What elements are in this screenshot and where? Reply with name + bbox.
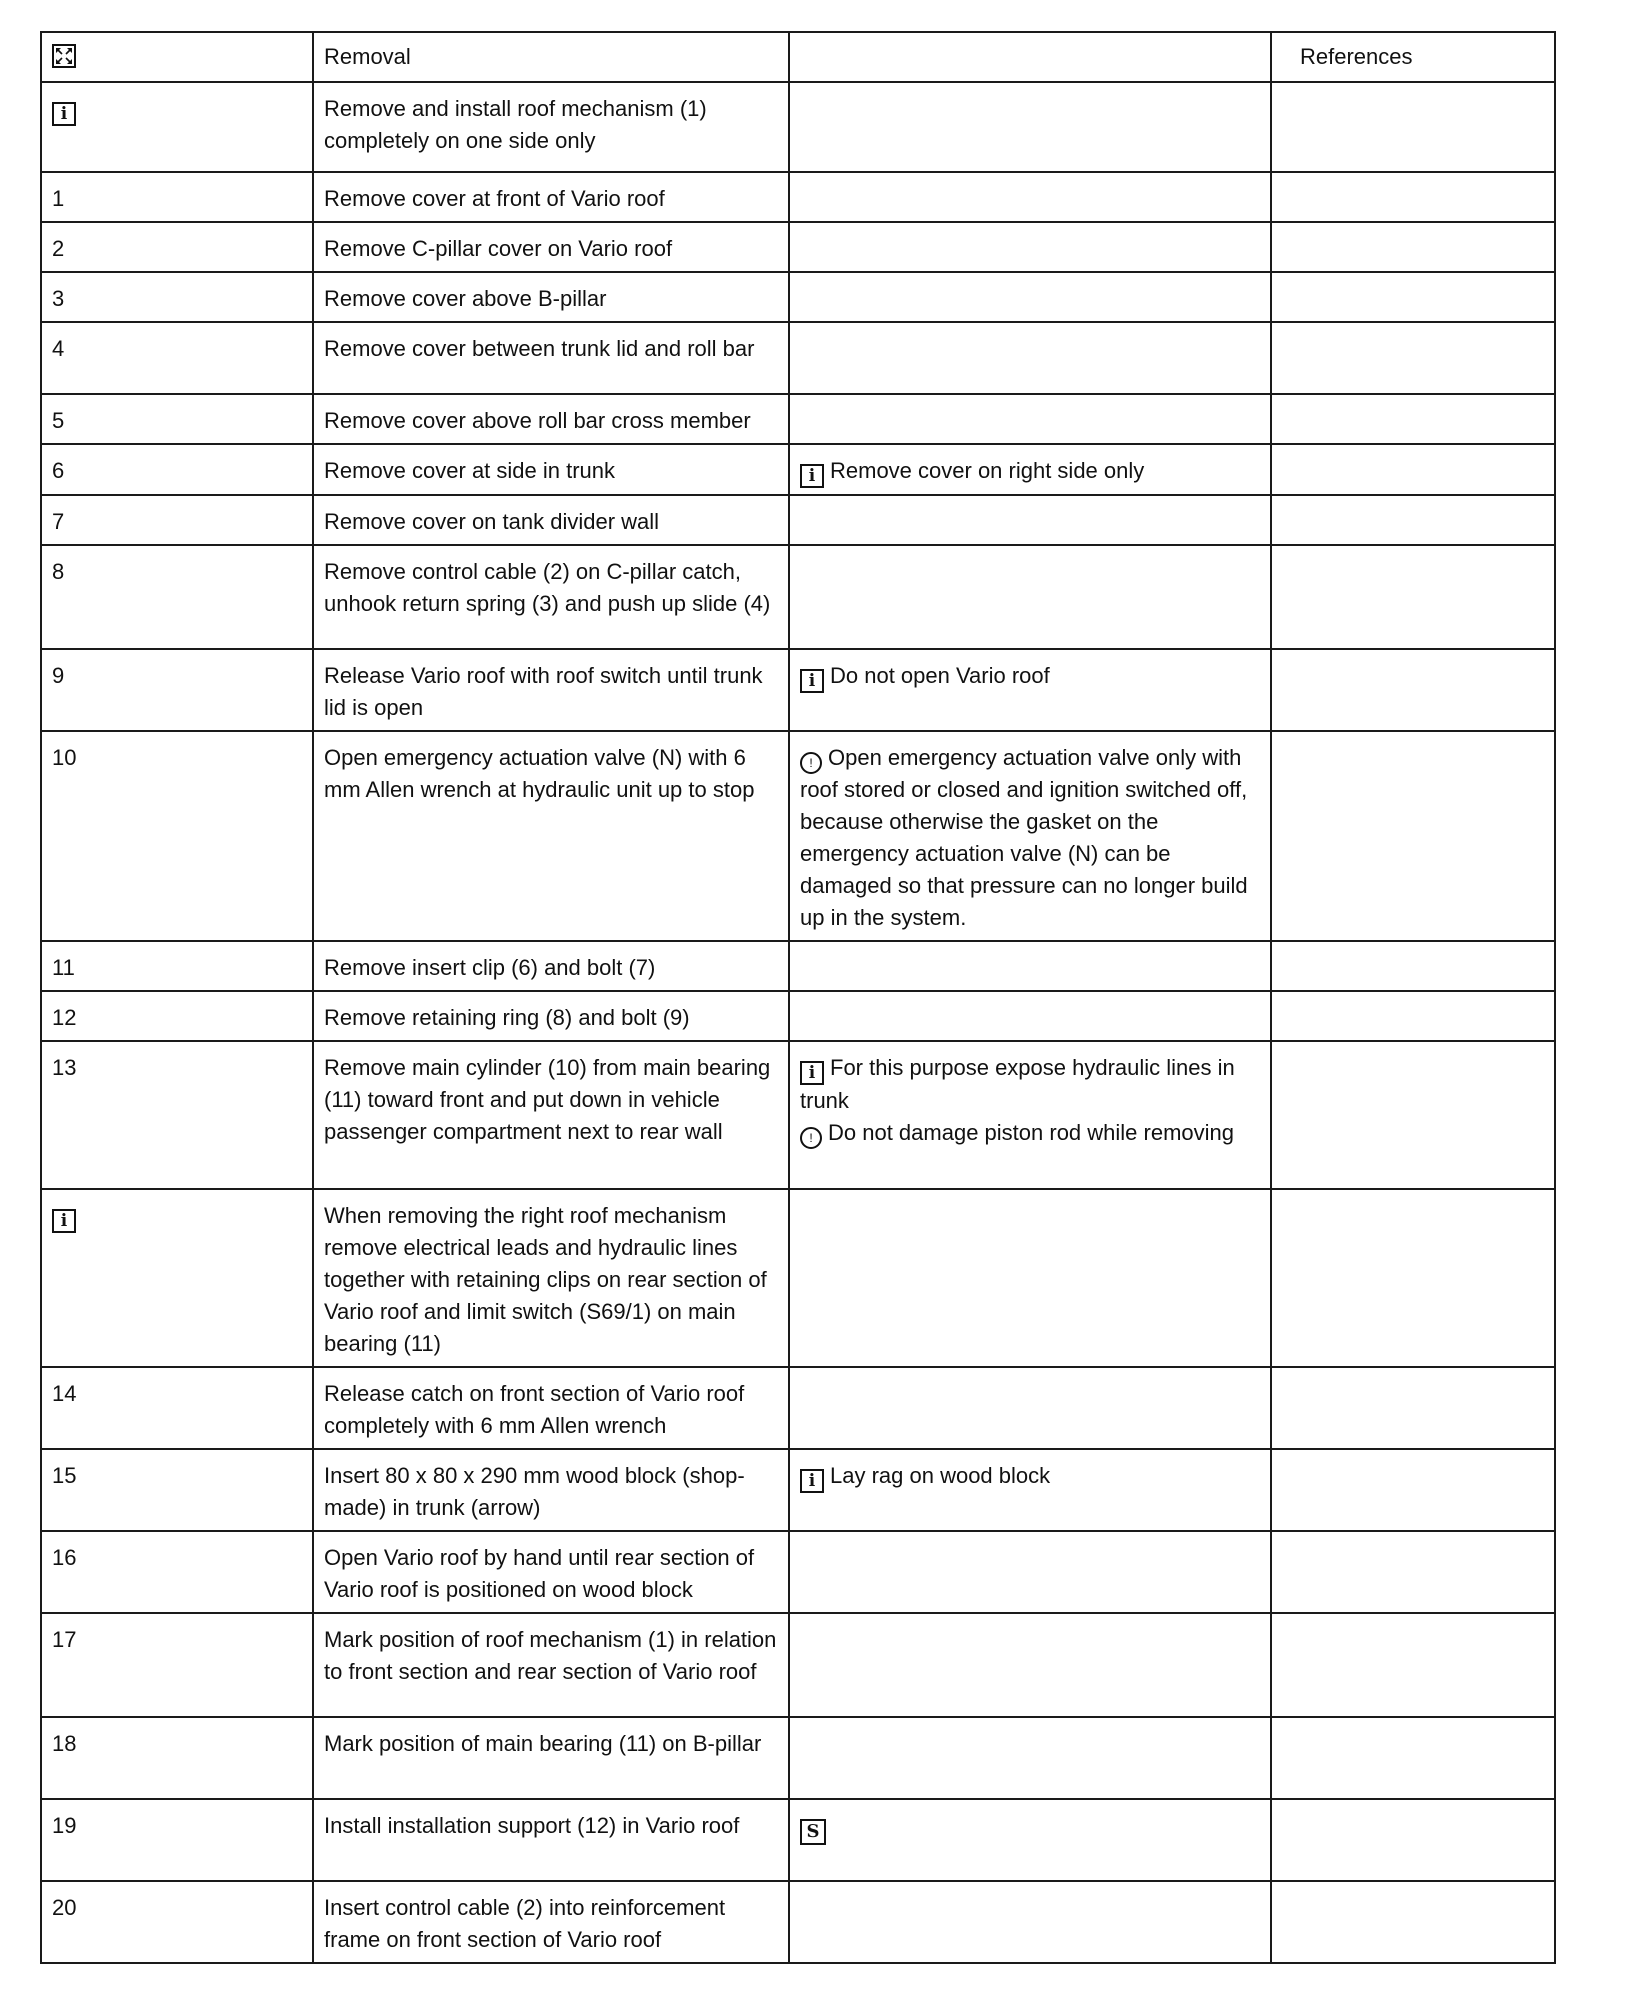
step-cell bbox=[41, 1799, 313, 1881]
action-text: Open emergency actuation valve (N) with 6 mm Allen wrench at hydraulic unit up to stop bbox=[324, 745, 755, 802]
special-tool-icon: S bbox=[800, 1819, 826, 1845]
note-cell bbox=[789, 82, 1271, 172]
caution-icon: ! bbox=[800, 752, 822, 774]
references-cell bbox=[1271, 545, 1555, 649]
step-cell bbox=[41, 82, 313, 172]
action-text: Mark position of roof mechanism (1) in relation to front section and rear section of Vario roof bbox=[324, 1627, 777, 1684]
header-icon-cell bbox=[41, 32, 313, 82]
references-cell bbox=[1271, 731, 1555, 941]
info-icon: i bbox=[800, 1061, 824, 1085]
table-row bbox=[41, 495, 1555, 545]
action-cell bbox=[313, 1367, 789, 1449]
action-cell bbox=[313, 322, 789, 394]
action-text: Mark position of main bearing (11) on B-pillar bbox=[324, 1731, 762, 1756]
table-row bbox=[41, 1799, 1555, 1881]
note-item bbox=[800, 455, 1260, 488]
step-number: 14 bbox=[52, 1381, 77, 1406]
table-row bbox=[41, 731, 1555, 941]
action-cell bbox=[313, 495, 789, 545]
step-number: 2 bbox=[52, 236, 65, 261]
action-text: Install installation support (12) in Vario roof bbox=[324, 1813, 740, 1838]
action-text: Remove cover on tank divider wall bbox=[324, 509, 660, 534]
step-number: 13 bbox=[52, 1055, 77, 1080]
action-cell bbox=[313, 1189, 789, 1367]
note-text: Do not damage piston rod while removing bbox=[828, 1120, 1235, 1145]
step-cell bbox=[41, 1449, 313, 1531]
step-cell bbox=[41, 495, 313, 545]
action-cell bbox=[313, 172, 789, 222]
step-number: 10 bbox=[52, 745, 77, 770]
table-row bbox=[41, 1717, 1555, 1799]
step-cell bbox=[41, 222, 313, 272]
table-row bbox=[41, 1449, 1555, 1531]
header-removal: Removal bbox=[313, 32, 789, 82]
references-cell bbox=[1271, 1881, 1555, 1963]
step-number: 16 bbox=[52, 1545, 77, 1570]
note-cell bbox=[789, 394, 1271, 444]
table-row bbox=[41, 649, 1555, 731]
info-icon: i bbox=[800, 464, 824, 488]
references-cell bbox=[1271, 394, 1555, 444]
action-cell bbox=[313, 1717, 789, 1799]
note-cell bbox=[789, 1881, 1271, 1963]
table-row bbox=[41, 941, 1555, 991]
step-cell bbox=[41, 394, 313, 444]
table-row bbox=[41, 1881, 1555, 1963]
expand-arrows-icon bbox=[52, 44, 76, 68]
action-cell bbox=[313, 941, 789, 991]
step-cell bbox=[41, 991, 313, 1041]
step-cell bbox=[41, 731, 313, 941]
action-cell bbox=[313, 991, 789, 1041]
step-number: 6 bbox=[52, 458, 65, 483]
action-cell bbox=[313, 1613, 789, 1717]
note-cell bbox=[789, 1799, 1271, 1881]
step-cell bbox=[41, 545, 313, 649]
note-item bbox=[800, 1810, 1260, 1845]
action-text: Remove main cylinder (10) from main bearing (11) toward front and put down in vehicle passenger compartment next to rear wall bbox=[324, 1055, 771, 1144]
references-cell bbox=[1271, 1531, 1555, 1613]
references-cell bbox=[1271, 1717, 1555, 1799]
table-row bbox=[41, 1041, 1555, 1189]
step-cell bbox=[41, 1531, 313, 1613]
info-icon: i bbox=[52, 1209, 76, 1233]
note-cell bbox=[789, 1717, 1271, 1799]
table-row bbox=[41, 82, 1555, 172]
step-cell bbox=[41, 649, 313, 731]
references-cell bbox=[1271, 1367, 1555, 1449]
table-row bbox=[41, 272, 1555, 322]
table-row bbox=[41, 1367, 1555, 1449]
table-body bbox=[41, 82, 1555, 1963]
action-text: Remove cover between trunk lid and roll bar bbox=[324, 336, 755, 361]
step-cell bbox=[41, 1367, 313, 1449]
references-cell bbox=[1271, 649, 1555, 731]
step-number: 1 bbox=[52, 186, 65, 211]
references-cell bbox=[1271, 941, 1555, 991]
step-number: 15 bbox=[52, 1463, 77, 1488]
note-cell bbox=[789, 991, 1271, 1041]
action-text: Insert 80 x 80 x 290 mm wood block (shop-made) in trunk (arrow) bbox=[324, 1463, 745, 1520]
action-cell bbox=[313, 649, 789, 731]
references-cell bbox=[1271, 444, 1555, 495]
note-cell bbox=[789, 1189, 1271, 1367]
action-cell bbox=[313, 1531, 789, 1613]
note-item bbox=[800, 1052, 1260, 1117]
step-cell bbox=[41, 1881, 313, 1963]
note-item bbox=[800, 660, 1260, 693]
note-cell bbox=[789, 172, 1271, 222]
step-number: 8 bbox=[52, 559, 65, 584]
action-text: When removing the right roof mechanism remove electrical leads and hydraulic lines together with retaining clips on rear section of Vario roof and limit switch (S69/1) on main bearing (11) bbox=[324, 1203, 767, 1356]
step-number: 3 bbox=[52, 286, 65, 311]
action-text: Remove cover above roll bar cross member bbox=[324, 408, 751, 433]
note-cell bbox=[789, 444, 1271, 495]
step-cell bbox=[41, 172, 313, 222]
note-cell bbox=[789, 1531, 1271, 1613]
table-row bbox=[41, 1531, 1555, 1613]
note-cell bbox=[789, 322, 1271, 394]
action-cell bbox=[313, 1041, 789, 1189]
table-row bbox=[41, 444, 1555, 495]
table-row bbox=[41, 322, 1555, 394]
references-cell bbox=[1271, 322, 1555, 394]
action-cell bbox=[313, 1449, 789, 1531]
note-text: Open emergency actuation valve only with roof stored or closed and ignition switched off, because otherwise the gasket on the emergency actuation valve (N) can be damaged so that pressure can no longer build up in the system. bbox=[800, 745, 1248, 930]
table-row bbox=[41, 991, 1555, 1041]
references-cell bbox=[1271, 1799, 1555, 1881]
note-text: Do not open Vario roof bbox=[830, 663, 1050, 688]
note-cell bbox=[789, 941, 1271, 991]
note-cell bbox=[789, 545, 1271, 649]
step-number: 20 bbox=[52, 1895, 77, 1920]
note-cell bbox=[789, 272, 1271, 322]
action-cell bbox=[313, 82, 789, 172]
references-cell bbox=[1271, 495, 1555, 545]
info-icon: i bbox=[800, 669, 824, 693]
table-row bbox=[41, 1189, 1555, 1367]
step-cell bbox=[41, 1717, 313, 1799]
caution-icon: ! bbox=[800, 1127, 822, 1149]
step-number: 12 bbox=[52, 1005, 77, 1030]
action-text: Insert control cable (2) into reinforcement frame on front section of Vario roof bbox=[324, 1895, 726, 1952]
action-text: Remove C-pillar cover on Vario roof bbox=[324, 236, 673, 261]
note-cell bbox=[789, 1041, 1271, 1189]
table-header-row bbox=[41, 32, 1555, 82]
action-cell bbox=[313, 394, 789, 444]
references-cell bbox=[1271, 1041, 1555, 1189]
step-cell bbox=[41, 1189, 313, 1367]
action-cell bbox=[313, 1881, 789, 1963]
references-cell bbox=[1271, 991, 1555, 1041]
step-number: 17 bbox=[52, 1627, 77, 1652]
note-cell bbox=[789, 1367, 1271, 1449]
action-cell bbox=[313, 545, 789, 649]
action-cell bbox=[313, 222, 789, 272]
step-cell bbox=[41, 322, 313, 394]
header-notes bbox=[789, 32, 1271, 82]
step-cell bbox=[41, 1041, 313, 1189]
step-cell bbox=[41, 272, 313, 322]
removal-procedure-table bbox=[40, 31, 1556, 1964]
table-row bbox=[41, 1613, 1555, 1717]
step-number: 5 bbox=[52, 408, 65, 433]
action-text: Remove control cable (2) on C-pillar catch, unhook return spring (3) and push up slide (4) bbox=[324, 559, 771, 616]
note-text: Remove cover on right side only bbox=[830, 458, 1145, 483]
note-text: For this purpose expose hydraulic lines in trunk bbox=[800, 1055, 1235, 1113]
action-text: Remove cover at front of Vario roof bbox=[324, 186, 665, 211]
info-icon: i bbox=[52, 102, 76, 126]
references-cell bbox=[1271, 272, 1555, 322]
step-number: 4 bbox=[52, 336, 65, 361]
action-cell bbox=[313, 731, 789, 941]
action-text: Remove and install roof mechanism (1) completely on one side only bbox=[324, 96, 707, 153]
note-item bbox=[800, 1117, 1260, 1149]
note-text: Lay rag on wood block bbox=[830, 1463, 1051, 1488]
info-icon: i bbox=[800, 1469, 824, 1493]
action-text: Remove insert clip (6) and bolt (7) bbox=[324, 955, 656, 980]
step-number: 19 bbox=[52, 1813, 77, 1838]
table-row bbox=[41, 222, 1555, 272]
note-cell bbox=[789, 649, 1271, 731]
action-text: Release Vario roof with roof switch until trunk lid is open bbox=[324, 663, 763, 720]
action-text: Open Vario roof by hand until rear section of Vario roof is positioned on wood block bbox=[324, 1545, 755, 1602]
step-number: 11 bbox=[52, 955, 75, 980]
action-cell bbox=[313, 1799, 789, 1881]
step-cell bbox=[41, 941, 313, 991]
references-cell bbox=[1271, 82, 1555, 172]
note-cell bbox=[789, 495, 1271, 545]
references-cell bbox=[1271, 222, 1555, 272]
step-cell bbox=[41, 444, 313, 495]
action-text: Remove retaining ring (8) and bolt (9) bbox=[324, 1005, 690, 1030]
table-row bbox=[41, 394, 1555, 444]
step-number: 7 bbox=[52, 509, 65, 534]
header-references: References bbox=[1271, 32, 1555, 82]
action-text: Release catch on front section of Vario roof completely with 6 mm Allen wrench bbox=[324, 1381, 745, 1438]
references-cell bbox=[1271, 1449, 1555, 1531]
references-cell bbox=[1271, 1189, 1555, 1367]
action-text: Remove cover above B-pillar bbox=[324, 286, 607, 311]
note-cell bbox=[789, 731, 1271, 941]
action-text: Remove cover at side in trunk bbox=[324, 458, 616, 483]
step-cell bbox=[41, 1613, 313, 1717]
references-cell bbox=[1271, 172, 1555, 222]
step-number: 18 bbox=[52, 1731, 77, 1756]
note-cell bbox=[789, 1449, 1271, 1531]
step-number: 9 bbox=[52, 663, 65, 688]
note-cell bbox=[789, 222, 1271, 272]
table-row bbox=[41, 545, 1555, 649]
note-cell bbox=[789, 1613, 1271, 1717]
note-item bbox=[800, 1460, 1260, 1493]
action-cell bbox=[313, 272, 789, 322]
table-row bbox=[41, 172, 1555, 222]
action-cell bbox=[313, 444, 789, 495]
note-item bbox=[800, 742, 1260, 934]
references-cell bbox=[1271, 1613, 1555, 1717]
